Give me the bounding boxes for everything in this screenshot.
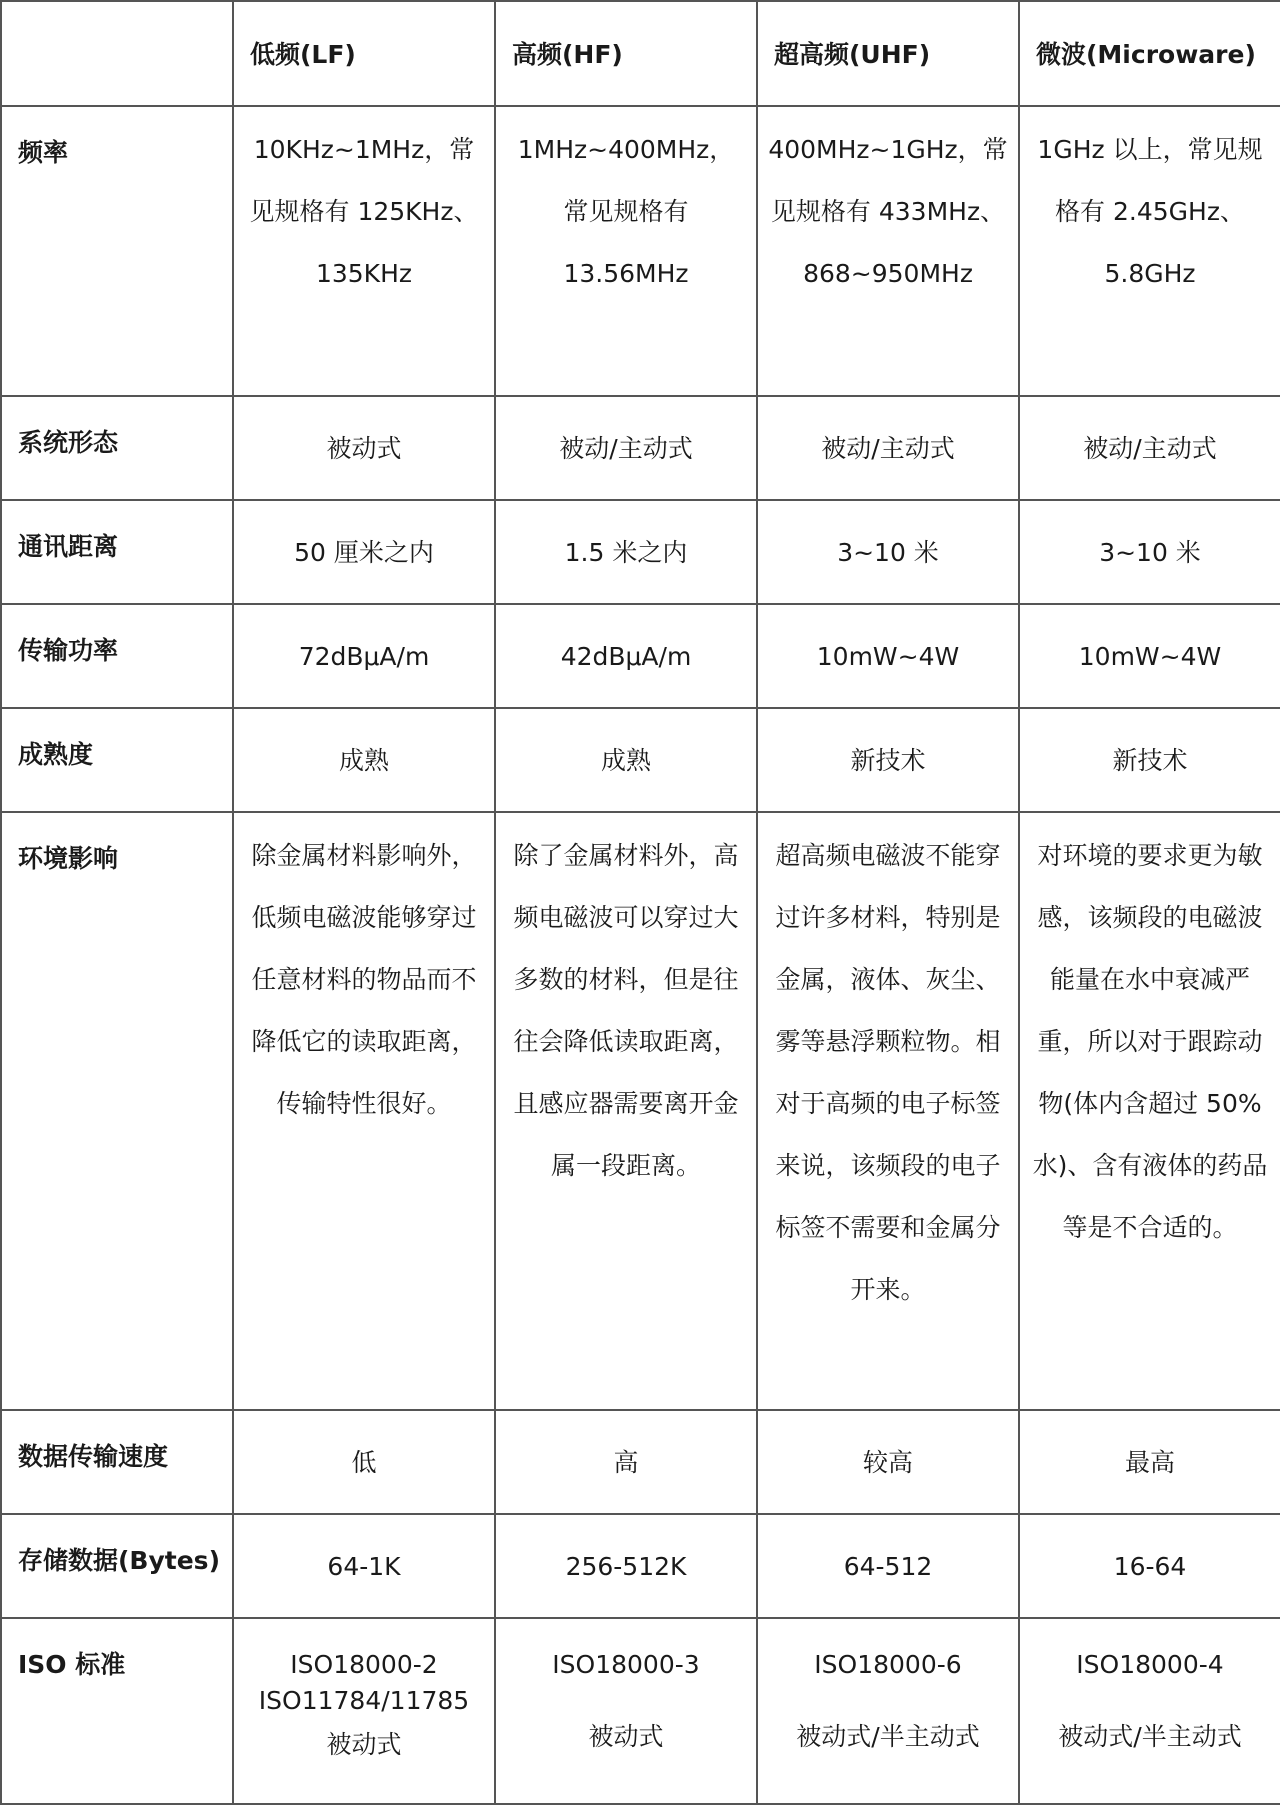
header-uhf: 超高频(UHF) bbox=[757, 1, 1019, 106]
table-row-storage bbox=[1, 1514, 1280, 1618]
table-row-iso bbox=[1, 1618, 1280, 1804]
cell-comm-distance-lf: 50 厘米之内 bbox=[233, 500, 495, 604]
row-label-maturity: 成熟度 bbox=[1, 708, 233, 812]
row-label-storage: 存储数据(Bytes) bbox=[1, 1514, 233, 1618]
cell-system-form-uhf: 被动/主动式 bbox=[757, 396, 1019, 500]
row-label-iso: ISO 标准 bbox=[1, 1618, 233, 1804]
cell-storage-uhf: 64-512 bbox=[757, 1514, 1019, 1618]
cell-environment-microwave: 对环境的要求更为敏感，该频段的电磁波能量在水中衰减严重，所以对于跟踪动物(体内含超过 50%水)、含有液体的药品等是不合适的。 bbox=[1019, 812, 1280, 1410]
cell-storage-lf: 64-1K bbox=[233, 1514, 495, 1618]
cell-maturity-uhf: 新技术 bbox=[757, 708, 1019, 812]
table-row-frequency bbox=[1, 106, 1280, 396]
iso-mode: 被动式/半主动式 bbox=[796, 1722, 980, 1751]
row-label-frequency: 频率 bbox=[1, 106, 233, 396]
cell-environment-lf: 除金属材料影响外，低频电磁波能够穿过任意材料的物品而不降低它的读取距离，传输特性很好。 bbox=[233, 812, 495, 1410]
cell-iso-hf bbox=[495, 1618, 757, 1804]
cell-transmit-power-lf: 72dBμA/m bbox=[233, 604, 495, 708]
cell-system-form-lf: 被动式 bbox=[233, 396, 495, 500]
iso-mode: 被动式 bbox=[326, 1730, 402, 1759]
cell-system-form-microwave: 被动/主动式 bbox=[1019, 396, 1280, 500]
iso-standard-line: ISO18000-6 bbox=[814, 1650, 962, 1679]
cell-data-rate-hf: 高 bbox=[495, 1410, 757, 1514]
iso-standard-line: ISO18000-2 bbox=[290, 1650, 438, 1679]
cell-comm-distance-microwave: 3~10 米 bbox=[1019, 500, 1280, 604]
row-label-environment: 环境影响 bbox=[1, 812, 233, 1410]
cell-transmit-power-hf: 42dBμA/m bbox=[495, 604, 757, 708]
cell-system-form-hf: 被动/主动式 bbox=[495, 396, 757, 500]
cell-frequency-microwave: 1GHz 以上，常见规格有 2.45GHz、5.8GHz bbox=[1019, 106, 1280, 396]
cell-data-rate-microwave: 最高 bbox=[1019, 1410, 1280, 1514]
cell-transmit-power-uhf: 10mW~4W bbox=[757, 604, 1019, 708]
row-label-transmit-power: 传输功率 bbox=[1, 604, 233, 708]
cell-maturity-microwave: 新技术 bbox=[1019, 708, 1280, 812]
cell-comm-distance-uhf: 3~10 米 bbox=[757, 500, 1019, 604]
cell-iso-uhf bbox=[757, 1618, 1019, 1804]
cell-frequency-uhf: 400MHz~1GHz，常见规格有 433MHz、868~950MHz bbox=[757, 106, 1019, 396]
cell-maturity-hf: 成熟 bbox=[495, 708, 757, 812]
cell-data-rate-uhf: 较高 bbox=[757, 1410, 1019, 1514]
cell-environment-uhf: 超高频电磁波不能穿过许多材料，特别是金属，液体、灰尘、雾等悬浮颗粒物。相对于高频的电子标签来说，该频段的电子标签不需要和金属分开来。 bbox=[757, 812, 1019, 1410]
iso-mode: 被动式 bbox=[588, 1722, 664, 1751]
row-label-system-form: 系统形态 bbox=[1, 396, 233, 500]
header-row bbox=[1, 1, 1280, 106]
header-corner-cell bbox=[1, 1, 233, 106]
row-label-data-rate: 数据传输速度 bbox=[1, 1410, 233, 1514]
cell-environment-hf: 除了金属材料外，高频电磁波可以穿过大多数的材料，但是往往会降低读取距离，且感应器需要离开金属一段距离。 bbox=[495, 812, 757, 1410]
iso-mode: 被动式/半主动式 bbox=[1058, 1722, 1242, 1751]
cell-transmit-power-microwave: 10mW~4W bbox=[1019, 604, 1280, 708]
iso-standard-line: ISO18000-4 bbox=[1076, 1650, 1224, 1679]
header-lf: 低频(LF) bbox=[233, 1, 495, 106]
row-label-comm-distance: 通讯距离 bbox=[1, 500, 233, 604]
cell-comm-distance-hf: 1.5 米之内 bbox=[495, 500, 757, 604]
iso-standard-line: ISO11784/11785 bbox=[258, 1686, 470, 1715]
header-hf: 高频(HF) bbox=[495, 1, 757, 106]
table-row-transmit-power bbox=[1, 604, 1280, 708]
iso-standard-line: ISO18000-3 bbox=[552, 1650, 700, 1679]
header-microwave: 微波(Microware) bbox=[1019, 1, 1280, 106]
table-row-system-form bbox=[1, 396, 1280, 500]
cell-maturity-lf: 成熟 bbox=[233, 708, 495, 812]
cell-iso-microwave bbox=[1019, 1618, 1280, 1804]
table-row-maturity bbox=[1, 708, 1280, 812]
cell-iso-lf bbox=[233, 1618, 495, 1804]
table-row-comm-distance bbox=[1, 500, 1280, 604]
cell-data-rate-lf: 低 bbox=[233, 1410, 495, 1514]
cell-frequency-hf: 1MHz~400MHz，常见规格有 13.56MHz bbox=[495, 106, 757, 396]
table-row-environment bbox=[1, 812, 1280, 1410]
table-row-data-rate bbox=[1, 1410, 1280, 1514]
cell-storage-microwave: 16-64 bbox=[1019, 1514, 1280, 1618]
cell-storage-hf: 256-512K bbox=[495, 1514, 757, 1618]
cell-frequency-lf: 10KHz~1MHz，常见规格有 125KHz、135KHz bbox=[233, 106, 495, 396]
